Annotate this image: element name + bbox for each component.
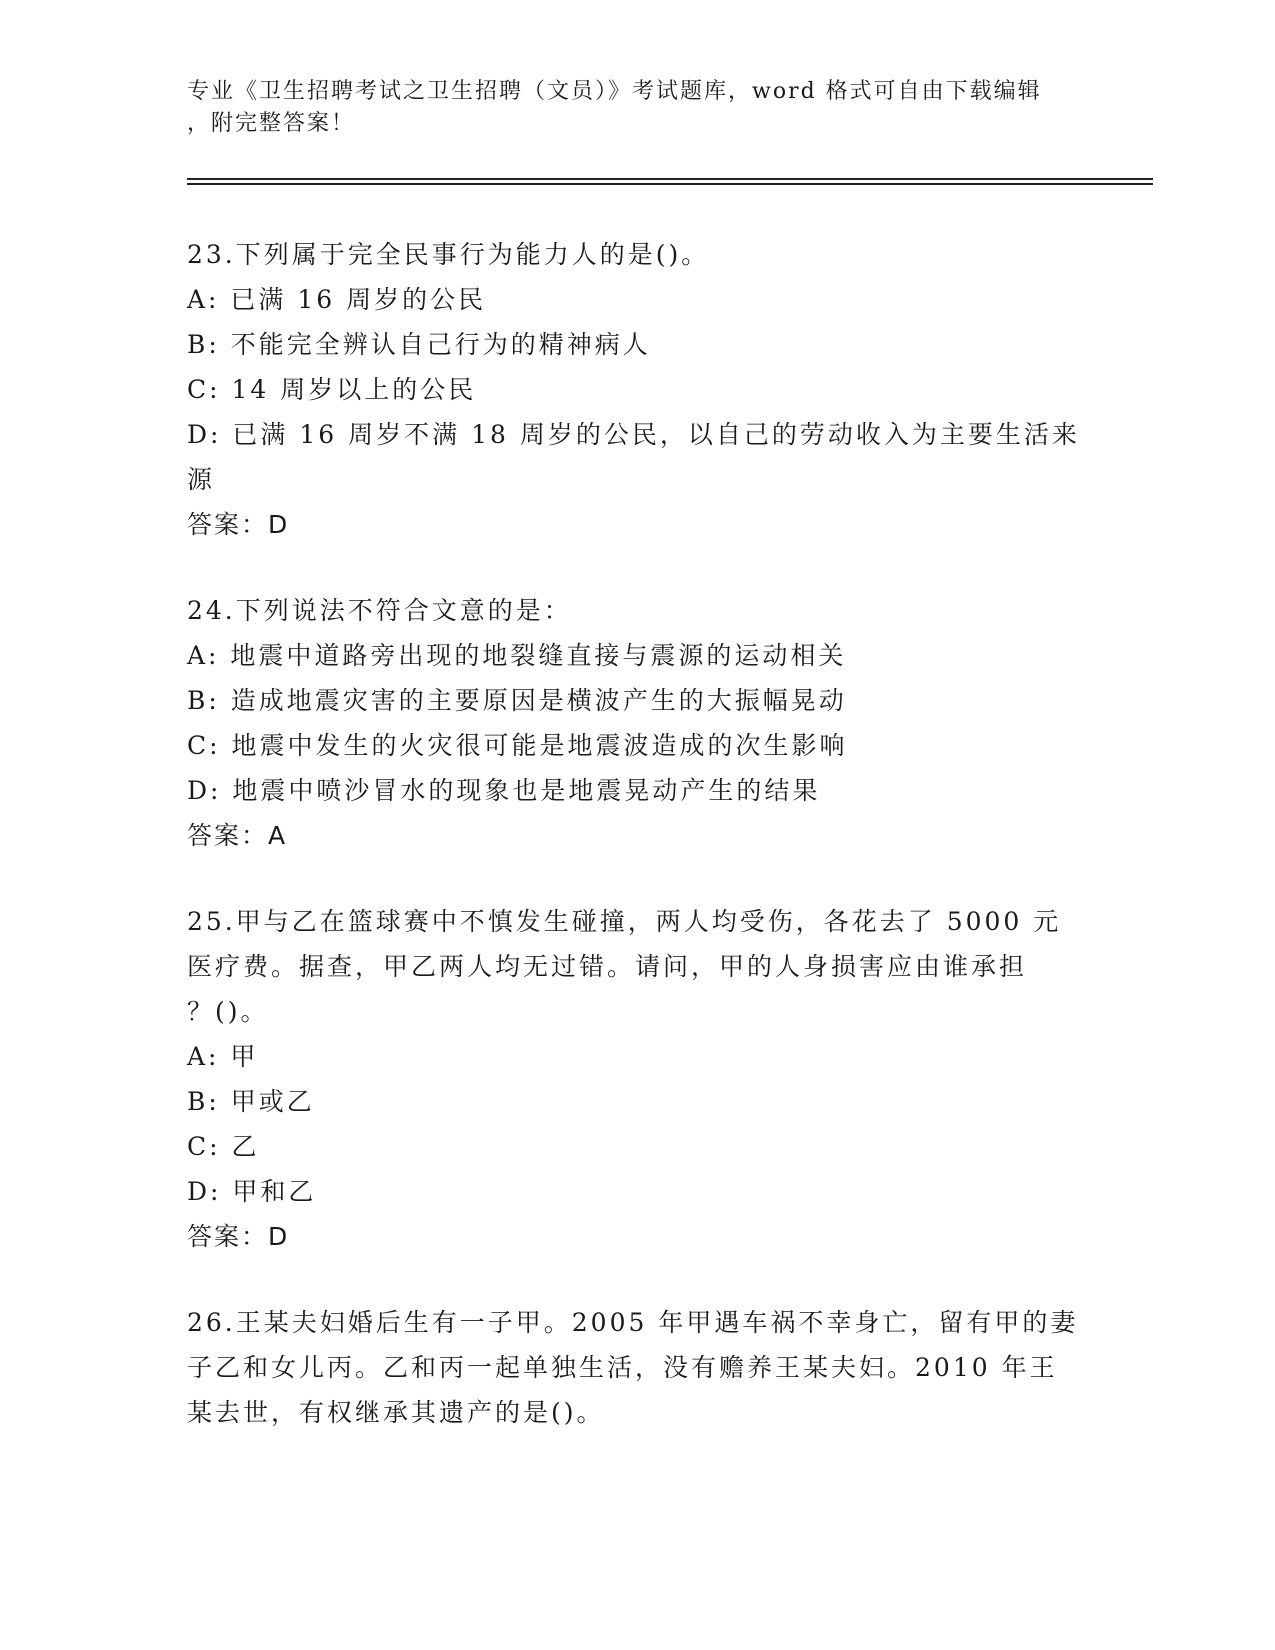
question-stem: 23.下列属于完全民事行为能力人的是()。 [187,240,710,269]
option-d: D: 甲和乙 [187,1177,317,1206]
option-c: C: 乙 [187,1132,260,1161]
question-stem-line-3: ？()。 [187,997,269,1026]
header-line-1: 专业《卫生招聘考试之卫生招聘（文员）》考试题库，word 格式可自由下载编辑 [187,79,1042,104]
question-stem-line-2: 子乙和女儿丙。乙和丙一起单独生活，没有赡养王某夫妇。2010 年王 [187,1353,1058,1382]
option-d-continued: 源 [187,465,216,494]
header-divider-bottom [187,183,1153,185]
document-header [187,76,1067,140]
question-24 [187,588,1087,859]
option-a: A: 甲 [187,1042,259,1071]
option-d: D: 已满 16 周岁不满 18 周岁的公民，以自己的劳动收入为主要生活来 [187,420,1080,449]
option-c: C: 14 周岁以上的公民 [187,375,477,404]
header-divider-top [187,178,1153,180]
option-c: C: 地震中发生的火灾很可能是地震波造成的次生影响 [187,731,848,760]
question-26 [187,1300,1087,1435]
answer-label: 答案：D [187,510,290,539]
question-stem: 24.下列说法不符合文意的是： [187,596,572,625]
option-d: D: 地震中喷沙冒水的现象也是地震晃动产生的结果 [187,776,821,805]
question-list [187,232,1087,1475]
question-stem-line-2: 医疗费。据查，甲乙两人均无过错。请问，甲的人身损害应由谁承担 [187,952,1028,981]
question-23 [187,232,1087,548]
answer-label: 答案：D [187,1222,290,1251]
option-a: A: 已满 16 周岁的公民 [187,285,487,314]
option-b: B: 甲或乙 [187,1087,315,1116]
question-25 [187,899,1087,1260]
answer-label: 答案：A [187,821,288,850]
option-b: B: 不能完全辨认自己行为的精神病人 [187,330,651,359]
header-line-2: ，附完整答案！ [187,111,356,136]
question-stem: 25.甲与乙在篮球赛中不慎发生碰撞，两人均受伤，各花去了 5000 元 [187,907,1062,936]
option-a: A: 地震中道路旁出现的地裂缝直接与震源的运动相关 [187,641,847,670]
question-stem-line-3: 某去世，有权继承其遗产的是()。 [187,1398,605,1427]
option-b: B: 造成地震灾害的主要原因是横波产生的大振幅晃动 [187,686,847,715]
question-stem: 26.王某夫妇婚后生有一子甲。2005 年甲遇车祸不幸身亡，留有甲的妻 [187,1308,1079,1337]
